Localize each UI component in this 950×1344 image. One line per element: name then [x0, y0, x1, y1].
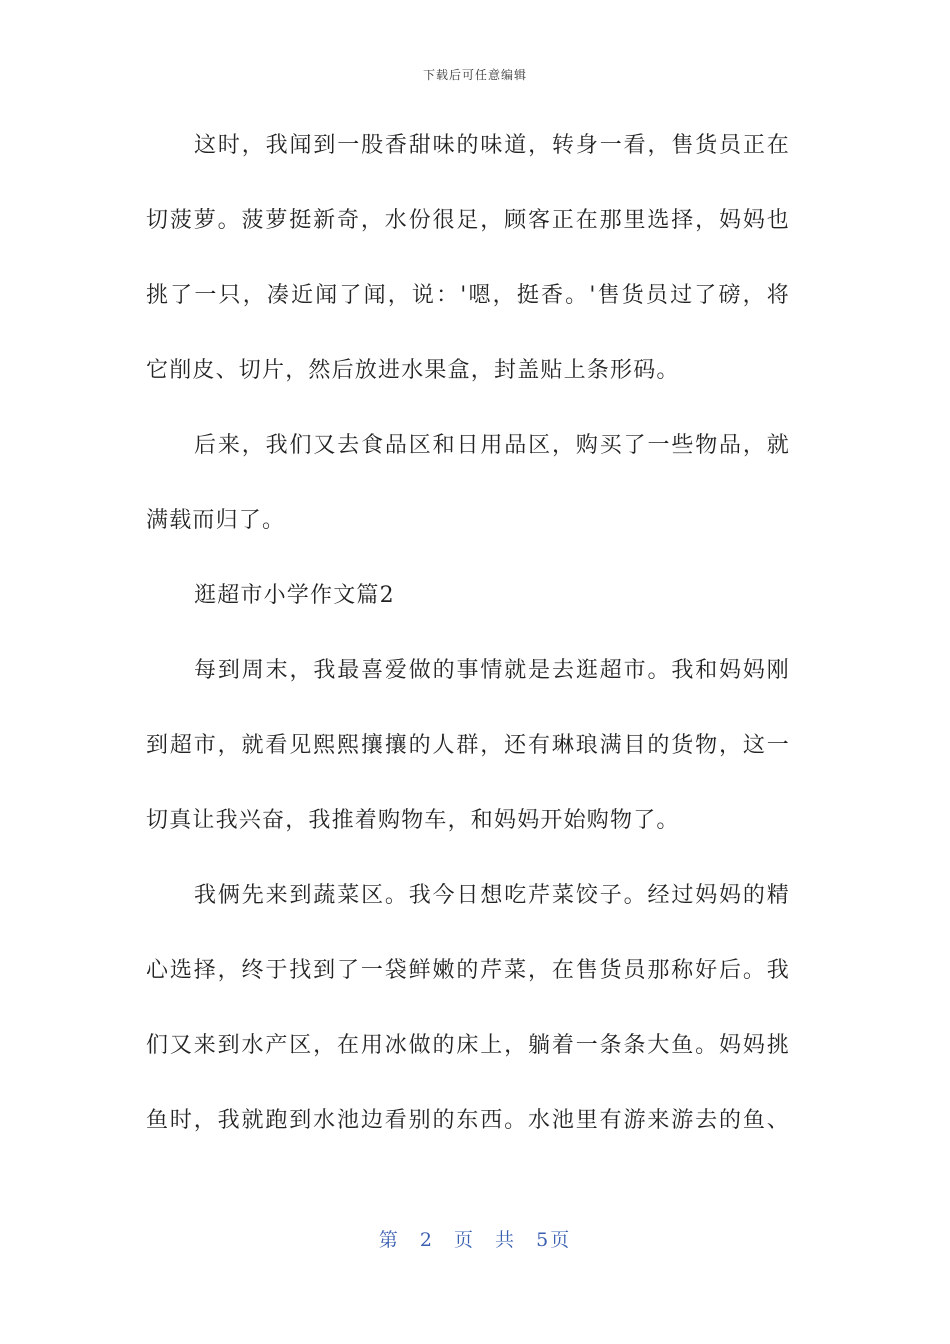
text-line: 鱼时，我就跑到水池边看别的东西。水池里有游来游去的鱼、 [146, 1108, 790, 1133]
page-header: 下载后可任意编辑 [422, 68, 527, 82]
text-line: 挑了一只，凑近闻了闻，说：'嗯，挺香。'售货员过了磅，将 [146, 283, 790, 308]
text-line: 心选择，终于找到了一袋鲜嫩的芹菜，在售货员那称好后。我 [146, 958, 790, 983]
footer-prefix: 第 [378, 1229, 400, 1251]
text-line: 这时，我闻到一股香甜味的味道，转身一看，售货员正在 [194, 133, 790, 158]
current-page-number: 2 [419, 1229, 434, 1251]
total-pages: 5页 [536, 1229, 572, 1251]
page-footer [0, 1225, 950, 1252]
text-line: 切菠萝。菠萝挺新奇，水份很足，顾客正在那里选择，妈妈也 [146, 208, 790, 233]
footer-page-label: 页 [453, 1229, 475, 1251]
text-line: 它削皮、切片，然后放进水果盒，封盖贴上条形码。 [146, 358, 680, 383]
text-line: 每到周末，我最喜爱做的事情就是去逛超市。我和妈妈刚 [194, 658, 790, 683]
text-line: 到超市，就看见熙熙攘攘的人群，还有琳琅满目的货物，这一 [146, 733, 790, 758]
text-line: 切真让我兴奋，我推着购物车，和妈妈开始购物了。 [146, 808, 680, 833]
text-line: 后来，我们又去食品区和日用品区，购买了一些物品，就 [194, 433, 790, 458]
text-line: 们又来到水产区，在用冰做的床上，躺着一条条大鱼。妈妈挑 [146, 1033, 790, 1058]
section-heading: 逛超市小学作文篇2 [194, 583, 395, 608]
text-line: 满载而归了。 [146, 508, 286, 533]
footer-total-label: 共 [495, 1229, 517, 1251]
document-body [146, 108, 790, 1158]
text-line: 我俩先来到蔬菜区。我今日想吃芹菜饺子。经过妈妈的精 [194, 883, 790, 908]
